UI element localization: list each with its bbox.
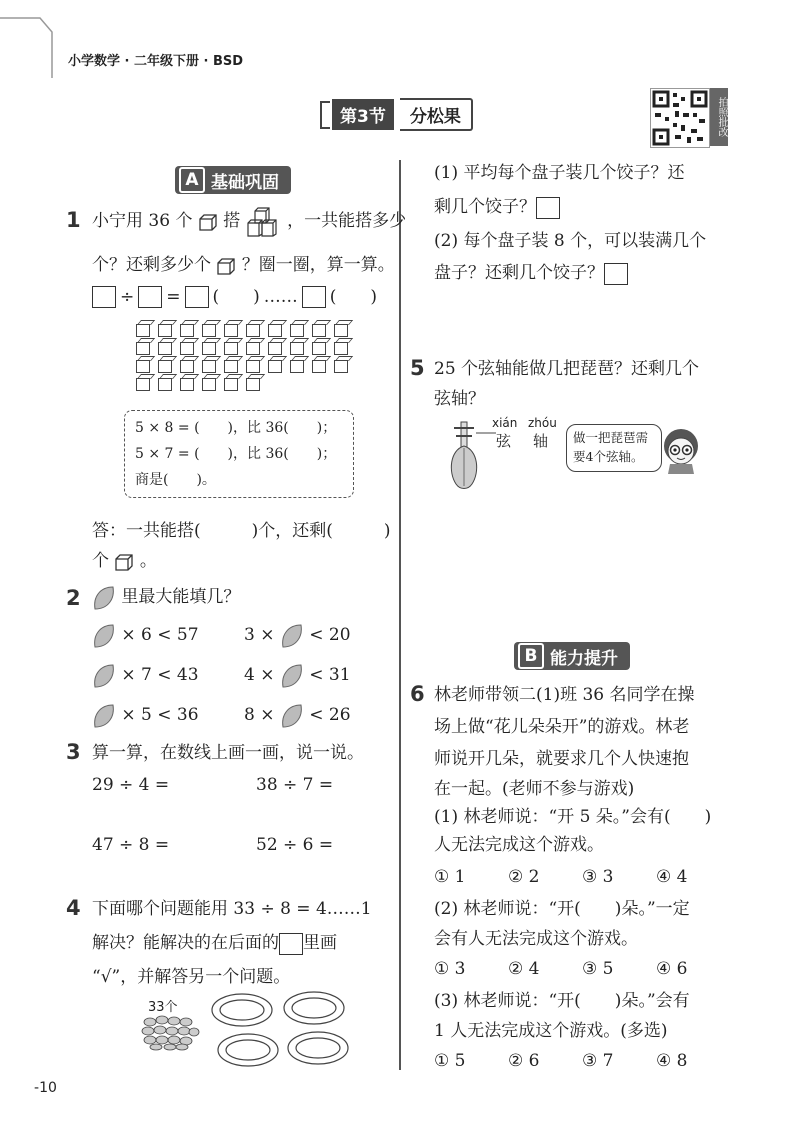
leaf-icon[interactable] <box>280 703 304 729</box>
q2-row3-right-pre: 8 × <box>244 705 275 725</box>
dumplings-icon <box>140 1012 200 1052</box>
q5-line2: 弦轴？ <box>434 389 485 409</box>
q2-row1-right-pre: 3 × <box>244 625 275 645</box>
section-a-title: 基础巩固 <box>211 172 279 193</box>
q2-text: 里最大能填几？ <box>121 587 241 607</box>
q6-line3: 师说开几朵，就要求几个人快速抱 <box>434 749 689 769</box>
cube[interactable] <box>202 360 216 373</box>
q1-number: 1 <box>66 208 81 232</box>
q6-line2: 场上做“花儿朵朵开”的游戏。林老 <box>434 717 690 737</box>
q1-answer-line1: 答：一共能搭( )个，还剩( ) <box>92 521 391 541</box>
cube[interactable] <box>312 324 326 337</box>
answer-box[interactable] <box>92 286 116 308</box>
q6-sub3-opt2[interactable]: ② 6 <box>508 1051 540 1071</box>
q4-part2-line1: (2) 每个盘子装 8 个，可以装满几个 <box>434 231 707 251</box>
cube[interactable] <box>334 324 348 337</box>
q6-line4: 在一起。(老师不参与游戏) <box>434 779 635 799</box>
q6-sub1-opt2[interactable]: ② 2 <box>508 867 540 887</box>
q4-part1-line1: (1) 平均每个盘子装几个饺子？还 <box>434 163 685 183</box>
q2-row2 <box>92 660 199 690</box>
cube[interactable] <box>268 324 282 337</box>
cube[interactable] <box>268 342 282 355</box>
q3-expr2: 38 ÷ 7 = <box>256 775 334 795</box>
plates-icon <box>206 990 356 1070</box>
leaf-icon[interactable] <box>92 663 116 689</box>
leaf-icon[interactable] <box>280 663 304 689</box>
section-a-letter: A <box>179 167 205 193</box>
q3-expr3: 47 ÷ 8 = <box>92 835 170 855</box>
q6-sub2-opt1[interactable]: ① 3 <box>434 959 466 979</box>
q4-number: 4 <box>66 896 81 920</box>
answer-box[interactable] <box>279 933 303 955</box>
hint-box <box>124 410 354 498</box>
cube[interactable] <box>136 378 150 391</box>
q6-sub2-opt4[interactable]: ④ 6 <box>656 959 688 979</box>
q4-part2-text: 盘子？还剩几个饺子？ <box>434 263 604 283</box>
q6-sub2-line2: 会有人无法完成这个游戏。 <box>434 929 638 949</box>
pinyin-xian: xián <box>492 416 518 430</box>
girl-avatar <box>660 424 702 474</box>
q1-line1 <box>92 206 406 237</box>
q4-part1-line2 <box>434 192 560 222</box>
leaf-icon <box>92 585 116 611</box>
cube[interactable] <box>334 342 348 355</box>
cube[interactable] <box>224 342 238 355</box>
unit-paren[interactable]: ( ) <box>212 287 260 307</box>
q4-line1: 下面哪个问题能用 33 ÷ 8 = 4……1 <box>92 899 372 919</box>
cube[interactable] <box>290 324 304 337</box>
q1-answer-unit: 个 <box>92 551 109 571</box>
hint-line3: 商是( )。 <box>135 472 216 488</box>
q6-sub2-opt3[interactable]: ③ 5 <box>582 959 614 979</box>
cube[interactable] <box>246 324 260 337</box>
answer-box[interactable] <box>185 286 209 308</box>
q6-sub2-opt2[interactable]: ② 4 <box>508 959 540 979</box>
q2-row2-right-pre: 4 × <box>244 665 275 685</box>
leaf-icon[interactable] <box>280 623 304 649</box>
answer-box[interactable] <box>138 286 162 308</box>
q3-expr1: 29 ÷ 4 = <box>92 775 170 795</box>
q3-expr4: 52 ÷ 6 = <box>256 835 334 855</box>
q4-line2 <box>92 928 337 958</box>
char-zhou: 轴 <box>533 432 549 450</box>
lesson-title-bar <box>320 98 473 131</box>
q6-sub1-opt4[interactable]: ④ 4 <box>656 867 688 887</box>
q1-answer-line2: 个 。 <box>92 551 157 571</box>
q2-row1-left: × 6 < 57 <box>121 625 199 645</box>
bubble-line2: 要4个弦轴。 <box>573 449 644 464</box>
cube[interactable] <box>180 378 194 391</box>
q1-line1-a: 小宁用 36 个 <box>92 211 193 231</box>
cube[interactable] <box>334 360 348 373</box>
book-header: 小学数学 · 二年级下册 · BSD <box>68 54 244 69</box>
lesson-title: 分松果 <box>400 98 473 131</box>
q1-line2-b: ？圈一圈，算一算。 <box>241 255 395 275</box>
q2-row1-right-post: < 20 <box>309 625 351 645</box>
q6-sub1-line1: (1) 林老师说：“开 5 朵。”会有( ) <box>434 807 712 827</box>
cube[interactable] <box>180 360 194 373</box>
op-divide: ÷ <box>120 287 135 307</box>
column-divider <box>399 160 401 1070</box>
cube-icon <box>198 213 218 231</box>
cube[interactable] <box>136 360 150 373</box>
q2-row2-right-post: < 31 <box>309 665 351 685</box>
q3-text: 算一算，在数线上画一画，说一说。 <box>92 743 364 763</box>
q4-part2-line2 <box>434 258 628 288</box>
hint-line2: 5 × 7 = ( )，比 36( )； <box>135 446 337 462</box>
cube-stack-icon <box>246 207 282 237</box>
q6-sub3-opt3[interactable]: ③ 7 <box>582 1051 614 1071</box>
cube[interactable] <box>158 342 172 355</box>
q1-line1-b: 搭 <box>223 211 241 231</box>
leaf-icon[interactable] <box>92 623 116 649</box>
q2-row3 <box>92 700 199 730</box>
q1-line2 <box>92 250 395 280</box>
q4-part1-text: 剩几个饺子？ <box>434 197 536 217</box>
q4-line3: “√”，并解答另一个问题。 <box>92 967 291 987</box>
q2-prompt <box>92 582 240 612</box>
q2-row2-left: × 7 < 43 <box>121 665 199 685</box>
q4-line2-a: 解决？能解决的在后面的 <box>92 933 279 953</box>
cube[interactable] <box>180 324 194 337</box>
corner-decoration <box>0 0 60 80</box>
hint-line1: 5 × 8 = ( )，比 36( )； <box>135 420 337 436</box>
qr-label: 拍照批改 <box>710 88 728 146</box>
cube[interactable] <box>202 378 216 391</box>
cube[interactable] <box>246 342 260 355</box>
q1-line2-a: 个？还剩多少个 <box>92 255 211 275</box>
section-number: 第3节 <box>332 99 394 130</box>
page-number-value: 10 <box>39 1080 57 1096</box>
pinyin-zhou: zhóu <box>528 416 557 430</box>
cube-icon <box>114 553 134 571</box>
cube[interactable] <box>224 324 238 337</box>
section-b-letter: B <box>518 643 544 669</box>
char-xian: 弦 <box>496 432 512 450</box>
cube[interactable] <box>268 360 282 373</box>
cube[interactable] <box>290 360 304 373</box>
op-equals: = <box>166 287 181 307</box>
q1-line1-c: ，一共能搭多少 <box>287 211 407 231</box>
q2-row3-left: × 5 < 36 <box>121 705 199 725</box>
section-b-badge <box>514 642 630 670</box>
q6-sub2-line1: (2) 林老师说：“开( )朵。”一定 <box>434 899 690 919</box>
q6-sub3-line1: (3) 林老师说：“开( )朵。”会有 <box>434 991 690 1011</box>
q2-number: 2 <box>66 586 81 610</box>
bracket-icon <box>320 101 330 129</box>
q5-line1: 25 个弦轴能做几把琵琶？还剩几个 <box>434 359 700 379</box>
q6-sub3-opt1[interactable]: ① 5 <box>434 1051 466 1071</box>
qr-code-icon[interactable] <box>650 88 710 148</box>
q5-number: 5 <box>410 356 425 380</box>
cube[interactable] <box>136 342 150 355</box>
q2-row2-right <box>244 660 351 690</box>
cube[interactable] <box>180 342 194 355</box>
page-number: -10 <box>34 1080 57 1096</box>
check-box[interactable] <box>604 263 628 285</box>
cube[interactable] <box>158 360 172 373</box>
cube[interactable] <box>202 342 216 355</box>
q2-row1-right <box>244 620 351 650</box>
cube[interactable] <box>290 342 304 355</box>
cube[interactable] <box>158 378 172 391</box>
cube[interactable] <box>224 378 238 391</box>
cube[interactable] <box>202 324 216 337</box>
q6-sub1-opt3[interactable]: ③ 3 <box>582 867 614 887</box>
speech-bubble <box>566 424 662 472</box>
unit-paren[interactable]: ( ) <box>329 287 378 307</box>
cube-grid <box>132 318 362 390</box>
answer-box[interactable] <box>302 286 326 308</box>
q6-sub1-opt1[interactable]: ① 1 <box>434 867 466 887</box>
cube[interactable] <box>136 324 150 337</box>
leaf-icon[interactable] <box>92 703 116 729</box>
q6-sub1-line2: 人无法完成这个游戏。 <box>434 835 604 855</box>
q6-number: 6 <box>410 682 425 706</box>
q2-row1 <box>92 620 199 650</box>
q1-equation <box>92 282 377 312</box>
cube[interactable] <box>312 360 326 373</box>
cube[interactable] <box>246 360 260 373</box>
cube[interactable] <box>312 342 326 355</box>
remainder-dots: …… <box>263 287 298 307</box>
bubble-line1: 做一把琵琶需 <box>573 430 649 445</box>
q2-row3-right <box>244 700 351 730</box>
cube[interactable] <box>158 324 172 337</box>
q6-line1: 林老师带领二(1)班 36 名同学在操 <box>434 685 695 705</box>
section-a-badge <box>175 166 291 194</box>
cube[interactable] <box>246 378 260 391</box>
cube-icon <box>216 257 236 275</box>
q6-sub3-line2: 1 人无法完成这个游戏。(多选) <box>434 1021 668 1041</box>
check-box[interactable] <box>536 197 560 219</box>
dumpling-count: 33个 <box>148 1000 178 1015</box>
q3-number: 3 <box>66 740 81 764</box>
section-b-title: 能力提升 <box>550 648 618 669</box>
q6-sub3-opt4[interactable]: ④ 8 <box>656 1051 688 1071</box>
q2-row3-right-post: < 26 <box>309 705 351 725</box>
q4-line2-b: 里画 <box>303 933 337 953</box>
cube[interactable] <box>224 360 238 373</box>
